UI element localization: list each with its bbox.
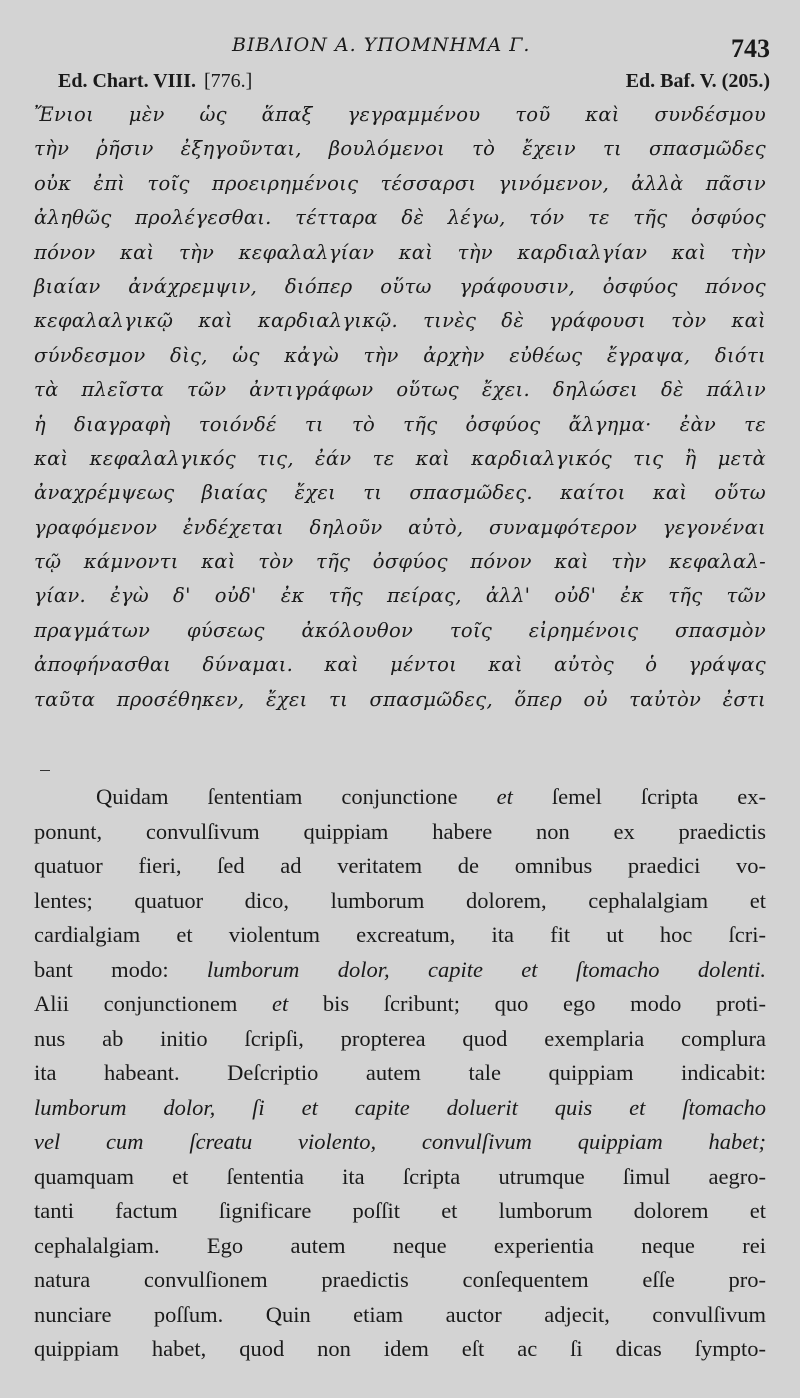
latin-line	[34, 1056, 766, 1091]
latin-text-run: quamquam et ſententia ita ſcripta utrumque ſimul aegro-	[34, 1163, 766, 1189]
latin-line	[34, 953, 766, 988]
edition-chart	[58, 70, 252, 93]
latin-line	[34, 1022, 766, 1057]
latin-text-run: bis ſcribunt; quo ego modo proti-	[288, 991, 766, 1016]
running-title: ΒΙΒΛΙΟΝ Α. ΥΠΟΜΝΗΜΑ Γ.	[232, 34, 531, 56]
latin-text-run: Alii conjunctionem	[34, 991, 272, 1016]
edition-chart-label: Ed. Chart. VIII.	[58, 70, 196, 92]
latin-text-run: tanti factum ſignificare poſſit et lumborum dolorem et	[34, 1198, 766, 1223]
greek-line: ἡ διαγραφὴ τοιόνδέ τι τὸ τῆς ὀσφύος ἄλγημα· ἐὰν τε	[34, 412, 766, 436]
greek-line: ἀληθῶς προλέγεσθαι. τέτταρα δὲ λέγω, τόν τε τῆς ὀσφύος	[34, 206, 766, 230]
greek-line: ἀποφήνασθαι δύναμαι. καὶ μέντοι καὶ αὐτὸς ὁ γράψας	[34, 653, 766, 677]
latin-line	[34, 1332, 766, 1367]
latin-text-run: quatuor fieri, ſed ad veritatem de omnibus praedici vo-	[34, 853, 766, 878]
latin-line	[34, 815, 766, 850]
latin-line	[34, 1298, 766, 1333]
latin-text-run: ponunt, convulſivum quippiam habere non ex praedictis	[34, 818, 766, 844]
latin-text-run: nunciare poſſum. Quin etiam auctor adjecit, convulſivum	[34, 1301, 766, 1327]
greek-line: σύνδεσμον δὶς, ὡς κἀγὼ τὴν ἀρχὴν εὐθέως ἔγραψα, διότι	[34, 343, 766, 367]
latin-text-run: natura convulſionem praedictis conſequentem eſſe pro-	[34, 1267, 766, 1292]
latin-line	[34, 1160, 766, 1195]
greek-line: γραφόμενον ἐνδέχεται δηλοῦν αὐτὸ, συναμφότερον γεγονέναι	[34, 515, 766, 539]
latin-italic-run: et	[271, 991, 289, 1016]
edition-bas: Ed. Baf. V. (205.)	[625, 70, 770, 92]
greek-line: καὶ κεφαλαλγικός τις, ἐάν τε καὶ καρδιαλγικός τις ἢ μετὰ	[34, 446, 766, 470]
edition-line	[58, 70, 770, 96]
latin-text-run: ita habeant. Deſcriptio autem tale quippiam indicabit:	[34, 1060, 766, 1085]
greek-line: τῷ κάμνοντι καὶ τὸν τῆς ὀσφύος πόνον καὶ τὴν κεφαλαλ-	[34, 550, 766, 574]
greek-line: βιαίαν ἀνάχρεμψιν, διόπερ οὕτω γράφουσιν, ὀσφύος πόνος	[34, 274, 766, 298]
latin-line	[34, 884, 766, 919]
greek-line: Ἔνιοι μὲν ὡς ἅπαξ γεγραμμένου τοῦ καὶ συνδέσμου	[34, 103, 766, 126]
latin-italic-run: vel cum ſcreatu violento, convulſivum quippiam habet;	[34, 1129, 766, 1154]
greek-line: τὰ πλεῖστα τῶν ἀντιγράφων οὕτως ἔχει. δηλώσει δὲ πάλιν	[34, 378, 766, 402]
page-number: 743	[731, 34, 770, 63]
latin-text-run: cardialgiam et violentum excreatum, ita fit ut hoc ſcri-	[34, 922, 766, 947]
greek-line: τὴν ῥῆσιν ἐξηγοῦνται, βουλόμενοι τὸ ἔχειν τι σπασμῶδες	[34, 137, 766, 161]
latin-line	[34, 1091, 766, 1126]
greek-text-block	[34, 98, 766, 717]
latin-text-run: cephalalgiam. Ego autem neque experientia neque rei	[34, 1232, 766, 1258]
latin-italic-run: lumborum dolor, ſi et capite doluerit quis et ſtomacho	[34, 1094, 766, 1120]
latin-line	[34, 780, 766, 815]
latin-text-run: bant modo:	[34, 956, 207, 982]
edition-chart-page: [776.]	[204, 70, 253, 92]
latin-line	[34, 1125, 766, 1160]
greek-line: γίαν. ἐγὼ δ' οὐδ' ἐκ τῆς πείρας, ἀλλ' οὐδ' ἐκ τῆς τῶν	[34, 584, 766, 608]
running-head	[0, 30, 800, 70]
latin-text-run: Quidam ſententiam conjunctione	[96, 784, 497, 809]
latin-italic-run: lumborum dolor, capite et ſtomacho dolenti.	[206, 956, 766, 982]
latin-line	[34, 1194, 766, 1229]
greek-line: πραγμάτων φύσεως ἀκόλουθον τοῖς εἰρημένοις σπασμὸν	[34, 618, 766, 642]
greek-line: κεφαλαλγικῷ καὶ καρδιαλγικῷ. τινὲς δὲ γράφουσι τὸν καὶ	[34, 309, 766, 333]
latin-text-run: ſemel ſcripta ex-	[512, 784, 766, 809]
latin-text-block	[34, 780, 766, 1367]
latin-text-run: quippiam habet, quod non idem eſt ac ſi dicas ſympto-	[34, 1336, 766, 1361]
latin-line	[34, 987, 766, 1022]
greek-line: οὐκ ἐπὶ τοῖς προειρημένοις τέσσαρσι γινόμενον, ἀλλὰ πᾶσιν	[34, 171, 766, 195]
greek-line: πόνον καὶ τὴν κεφαλαλγίαν καὶ τὴν καρδιαλγίαν καὶ τὴν	[34, 240, 766, 264]
latin-text-run: lentes; quatuor dico, lumborum dolorem, cephalalgiam et	[34, 887, 766, 913]
latin-text-run: nus ab initio ſcripſi, propterea quod exemplaria complura	[34, 1025, 766, 1051]
latin-line	[34, 918, 766, 953]
greek-line: ταῦτα προσέθηκεν, ἔχει τι σπασμῶδες, ὅπερ οὐ ταὐτὸν ἐστι	[34, 687, 766, 711]
latin-italic-run: et	[496, 784, 513, 809]
latin-line	[34, 1229, 766, 1264]
section-divider	[40, 770, 50, 771]
greek-line: ἀναχρέμψεως βιαίας ἔχει τι σπασμῶδες. καίτοι καὶ οὕτω	[34, 481, 766, 505]
latin-line	[34, 1263, 766, 1298]
latin-line	[34, 849, 766, 884]
